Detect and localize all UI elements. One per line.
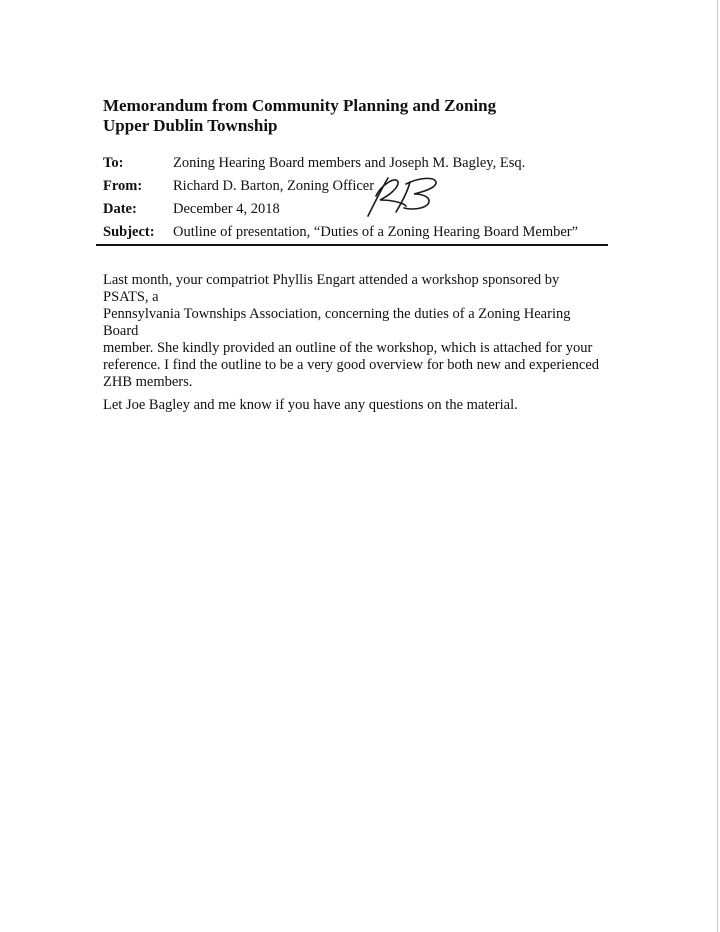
to-value: Zoning Hearing Board members and Joseph M. Bagley, Esq. <box>173 155 526 171</box>
memo-title-line2: Upper Dublin Township <box>103 116 278 135</box>
memo-body <box>103 272 608 420</box>
memo-header <box>103 155 608 247</box>
signature-initials <box>366 176 452 218</box>
paragraph-line: ZHB members. <box>103 374 193 390</box>
paragraph-line: member. She kindly provided an outline of the workshop, which is attached for your <box>103 340 593 356</box>
to-row <box>103 155 608 178</box>
paragraph-line: Last month, your compatriot Phyllis Engart attended a workshop sponsored by PSATS, a <box>103 272 560 305</box>
subject-value: Outline of presentation, “Duties of a Zoning Hearing Board Member” <box>173 224 579 240</box>
subject-label: Subject: <box>103 224 155 240</box>
from-label: From: <box>103 178 143 194</box>
header-divider <box>96 244 608 246</box>
body-paragraph-1 <box>103 272 608 391</box>
date-label: Date: <box>103 201 137 217</box>
page-edge <box>717 0 718 932</box>
paragraph-line: Pennsylvania Townships Association, concerning the duties of a Zoning Hearing Board <box>103 306 571 339</box>
paragraph-line: reference. I find the outline to be a very good overview for both new and experienced <box>103 357 600 373</box>
to-label: To: <box>103 155 124 171</box>
date-value: December 4, 2018 <box>173 201 280 217</box>
from-row <box>103 178 608 201</box>
memo-title <box>103 96 496 136</box>
from-value: Richard D. Barton, Zoning Officer <box>173 178 375 194</box>
memo-title-line1: Memorandum from Community Planning and Zoning <box>103 96 497 115</box>
body-paragraph-2: Let Joe Bagley and me know if you have any questions on the material. <box>103 397 518 413</box>
date-row <box>103 201 608 224</box>
